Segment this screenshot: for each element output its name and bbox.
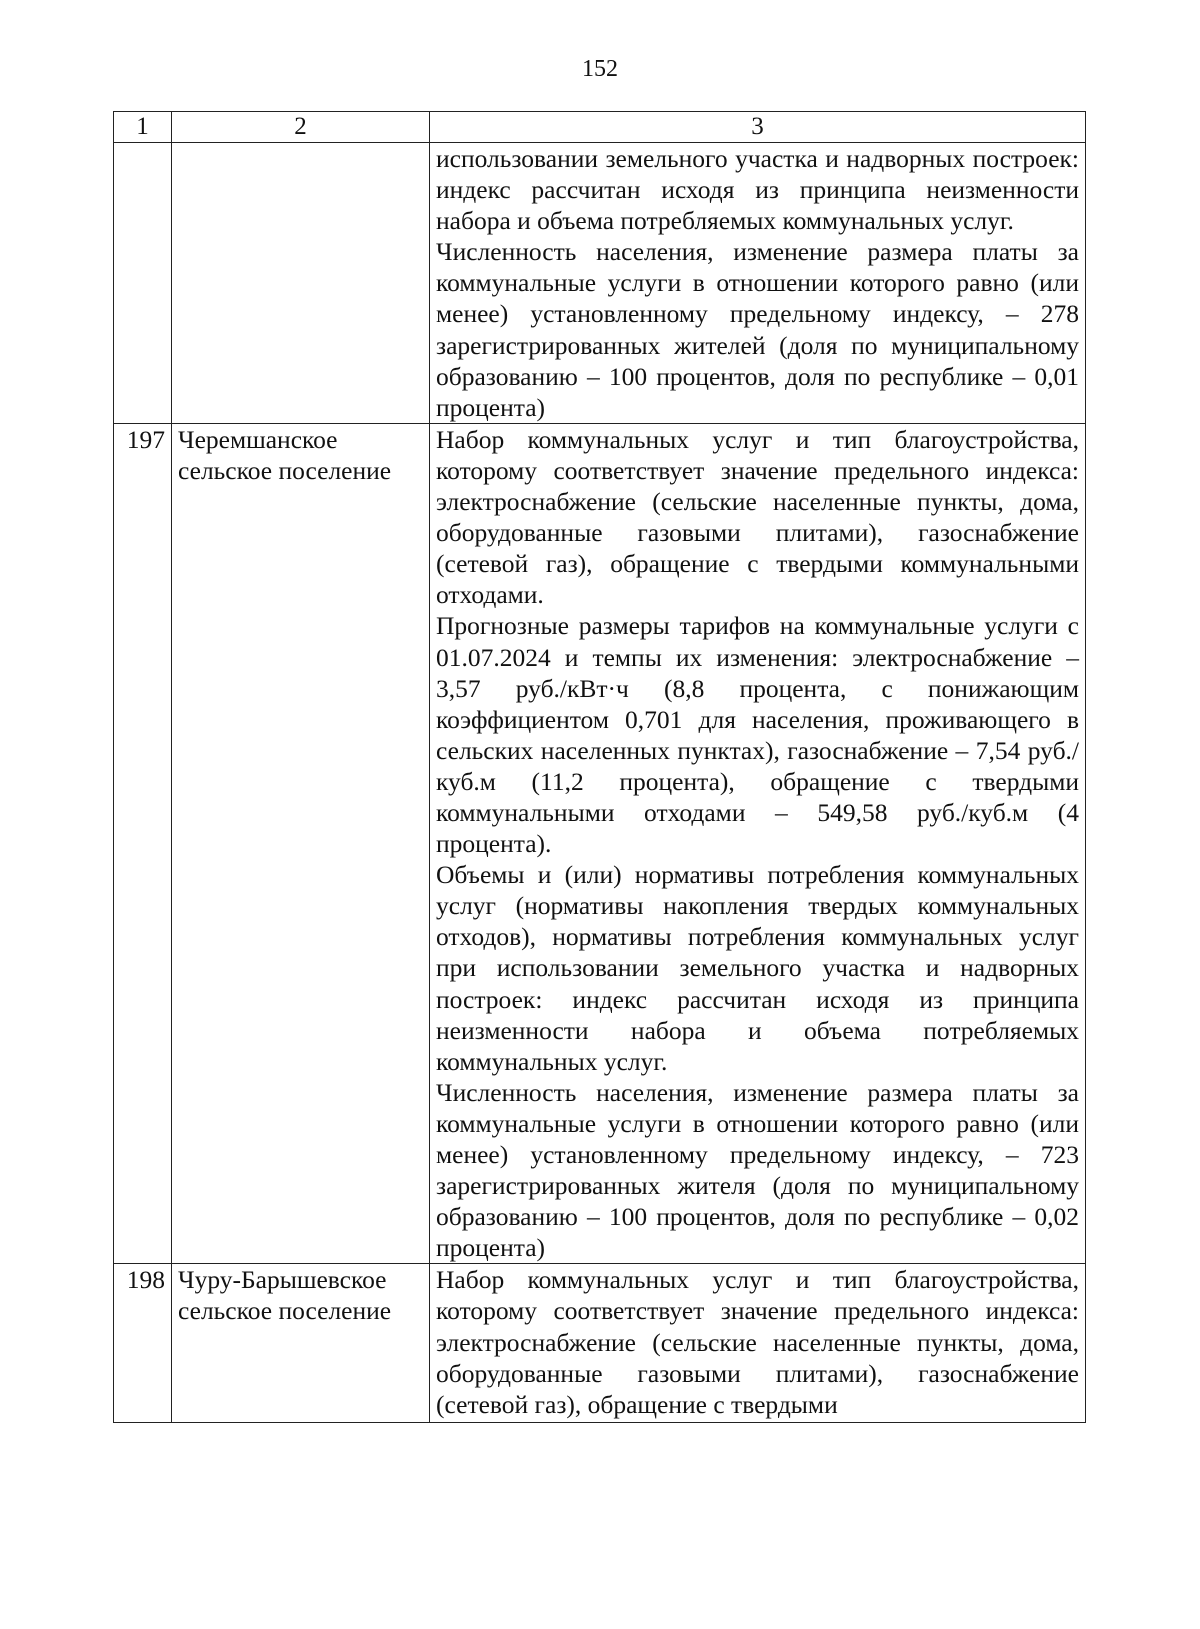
column-header-description: 3	[430, 112, 1086, 143]
settlement-name: Чуру-Барышевское сельское поселение	[172, 1264, 430, 1422]
description-paragraph: Численность населения, изменение размера платы за коммунальные услуги в отношении которого равно (или менее) установленному предельному индексу, – 278 зарегистрированных жителей (доля по муниципальному образованию – 100 процентов, доля по республике – 0,01 процента)	[436, 237, 1079, 422]
page-number: 152	[582, 56, 618, 82]
table-row	[114, 1264, 1086, 1422]
description-paragraph: Прогнозные размеры тарифов на коммунальные услуги с 01.07.2024 и темпы их изменения: электроснабжение – 3,57 руб./кВт·ч (8,8 процента, с понижающим коэффициентом 0,701 для населения, проживающего в сельских населенных пунктах), газоснабжение – 7,54 руб./куб.м (11,2 процента), обращение с твердыми коммунальными отходами – 549,58 руб./куб.м (4 процента).	[436, 611, 1079, 859]
description-paragraph: Набор коммунальных услуг и тип благоустройства, которому соответствует значение предельного индекса: электроснабжение (сельские населенные пункты, дома, оборудованные газовыми плитами), газоснабжение (сетевой газ), обращение с твердыми	[436, 1265, 1079, 1419]
column-header-number: 1	[114, 112, 172, 143]
row-description	[430, 423, 1086, 1264]
row-number	[114, 143, 172, 424]
description-paragraph: Численность населения, изменение размера платы за коммунальные услуги в отношении которого равно (или менее) установленному предельному индексу, – 723 зарегистрированных жителя (доля по муниципальному образованию – 100 процентов, доля по республике – 0,02 процента)	[436, 1077, 1079, 1263]
table-row	[114, 143, 1086, 424]
row-number: 198	[114, 1264, 172, 1422]
settlement-name: Черемшанское сельское поселение	[172, 423, 430, 1264]
row-number: 197	[114, 423, 172, 1264]
table-header-row	[114, 112, 1086, 143]
column-header-name: 2	[172, 112, 430, 143]
description-paragraph: Объемы и (или) нормативы потребления коммунальных услуг (нормативы накопления твердых коммунальных отходов), нормативы потребления коммунальных услуг при использовании земельного участка и надворных построек: индекс рассчитан исходя из принципа неизменности набора и объема потребляемых коммунальных услуг.	[436, 860, 1079, 1076]
row-description	[430, 143, 1086, 424]
table-row	[114, 423, 1086, 1264]
description-paragraph: Набор коммунальных услуг и тип благоустройства, которому соответствует значение предельного индекса: электроснабжение (сельские населенные пункты, дома, оборудованные газовыми плитами), газоснабжение (сетевой газ), обращение с твердыми коммунальными отходами.	[436, 424, 1079, 610]
tariff-table	[113, 111, 1086, 1423]
description-paragraph: использовании земельного участка и надворных построек: индекс рассчитан исходя из принципа неизменности набора и объема потребляемых коммунальных услуг.	[436, 144, 1079, 236]
row-description	[430, 1264, 1086, 1422]
settlement-name	[172, 143, 430, 424]
